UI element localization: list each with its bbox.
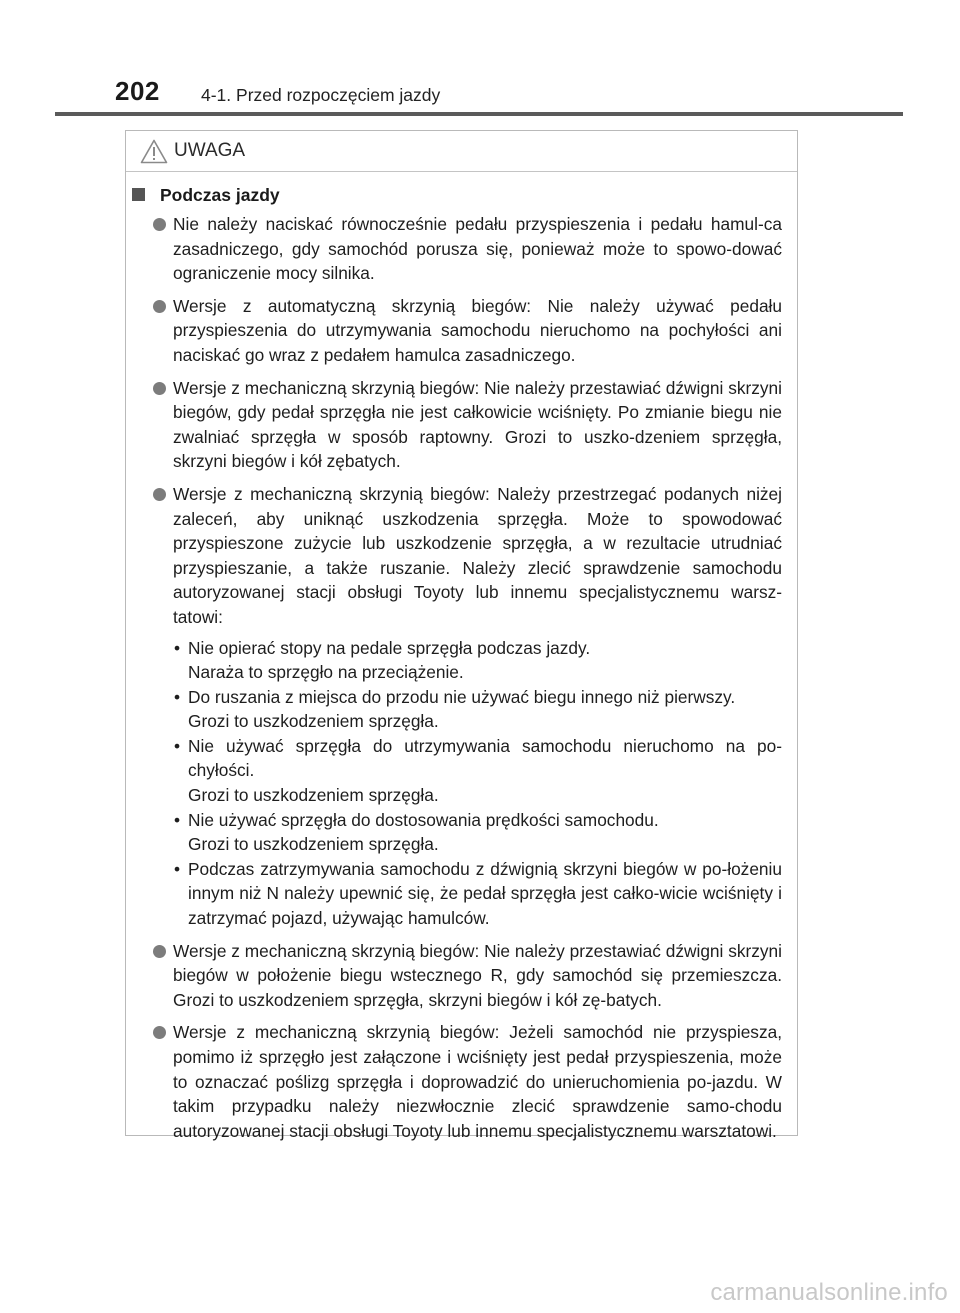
round-bullet-icon: [153, 1026, 166, 1039]
sub-item-text: Nie używać sprzęgła do utrzymywania samochodu nieruchomo na po-chyłości.: [188, 735, 782, 781]
list-item-text: Wersje z mechaniczną skrzynią biegów: Nie należy przestawiać dźwigni skrzyni biegów, gdy pedał sprzęgła nie jest całkowicie wciśnięty. Po zmianie biegu nie zwalniać sprzęgła w sposób raptowny. Grozi to uszko-dzeniem sprzęgła, skrzyni biegów i kół zębatych.: [173, 377, 782, 472]
sub-item-text: Nie używać sprzęgła do dostosowania prędkości samochodu.: [188, 809, 659, 830]
sub-list-item: [173, 808, 782, 857]
list-item: [126, 376, 782, 474]
round-bullet-icon: [153, 945, 166, 958]
list-item-text: Wersje z mechaniczną skrzynią biegów: Nie należy przestawiać dźwigni skrzyni biegów w położenie biegu wstecznego R, gdy samochód się przemieszcza. Grozi to uszkodzeniem sprzęgła, skrzyni biegów i kół zę-batych.: [173, 940, 782, 1010]
sub-bullet: •: [174, 686, 181, 707]
round-bullet-icon: [153, 300, 166, 313]
sub-item-note: Grozi to uszkodzeniem sprzęgła.: [188, 785, 439, 806]
list-item: [126, 1020, 782, 1143]
sub-list: [173, 636, 782, 931]
page-number: 202: [115, 76, 160, 106]
list-item-text: Wersje z automatyczną skrzynią biegów: Nie należy używać pedału przyspieszenia do utrzymywania samochodu nieruchomo na pochyłości ani naciskać go wraz z pedałem hamulca zasadniczego.: [173, 295, 782, 365]
list-item-text: Wersje z mechaniczną skrzynią biegów: Jeżeli samochód nie przyspiesza, pomimo iż sprzęgło jest załączone i wciśnięty jest pedał przyspieszenia, może to oznaczać poślizg sprzęgła i doprowadzić do unieruchomienia po-jazdu. W takim przypadku należy niezwłocznie zlecić sprawdzenie samo-chodu autoryzowanej stacji obsługi Toyoty lub innemu specjalistycznemu warsztatowi.: [173, 1022, 782, 1141]
sub-item-text: Podczas zatrzymywania samochodu z dźwignią skrzyni biegów w po-łożeniu innym niż N należy upewnić się, że pedał sprzęgła jest całko-wicie wciśnięty i zatrzymać pojazd, używając hamulców.: [188, 858, 782, 929]
sub-item-text: Do ruszania z miejsca do przodu nie używać biegu innego niż pierwszy.: [188, 686, 736, 707]
warning-box-body: [126, 172, 797, 1143]
sub-bullet: •: [174, 637, 181, 658]
warning-list: [126, 212, 782, 1143]
header-divider: [55, 112, 903, 116]
warning-triangle-icon: [140, 139, 168, 164]
list-item-text: Wersje z mechaniczną skrzynią biegów: Należy przestrzegać podanych niżej zaleceń, aby uniknąć uszkodzenia sprzęgła. Może to spowodować przyspieszone zużycie lub uszkodzenie sprzęgła, a w rezultacie utrudniać przyspieszanie, a także ruszanie. Należy zlecić sprawdzenie samochodu autoryzowanej stacji obsługi Toyoty lub innemu specjalistycznemu warsz-tatowi:: [173, 483, 782, 627]
round-bullet-icon: [153, 382, 166, 395]
sub-item-note: Grozi to uszkodzeniem sprzęgła.: [188, 834, 439, 855]
warning-box: [125, 130, 798, 1141]
watermark: carmanualsonline.info: [710, 1279, 948, 1306]
sub-item-note: Naraża to sprzęgło na przeciążenie.: [188, 662, 464, 683]
section-title: 4-1. Przed rozpoczęciem jazdy: [201, 85, 441, 105]
sub-bullet: •: [174, 809, 181, 830]
page-header: [0, 0, 960, 120]
sub-item-note: Grozi to uszkodzeniem sprzęgła.: [188, 711, 439, 732]
sub-item-text: Nie opierać stopy na pedale sprzęgła podczas jazdy.: [188, 637, 591, 658]
square-bullet-icon: [132, 188, 145, 201]
sub-bullet: •: [174, 858, 181, 879]
list-item: [126, 482, 782, 931]
sub-list-item: [173, 734, 782, 808]
subheading-text: Podczas jazdy: [160, 185, 280, 205]
list-item-text: Nie należy naciskać równocześnie pedału przyspieszenia i pedału hamul-ca zasadniczego, gdy samochód porusza się, ponieważ może to spowo-dować ograniczenie mocy silnika.: [173, 214, 782, 284]
warning-label: UWAGA: [174, 140, 246, 161]
list-item: [126, 212, 782, 286]
sub-list-item: [173, 636, 782, 685]
round-bullet-icon: [153, 218, 166, 231]
list-item: [126, 939, 782, 1013]
warning-box-header: [126, 131, 797, 172]
round-bullet-icon: [153, 488, 166, 501]
subheading: [126, 183, 782, 207]
sub-list-item: [173, 685, 782, 734]
sub-list-item: [173, 857, 782, 931]
list-item: [126, 294, 782, 368]
sub-bullet: •: [174, 735, 181, 756]
